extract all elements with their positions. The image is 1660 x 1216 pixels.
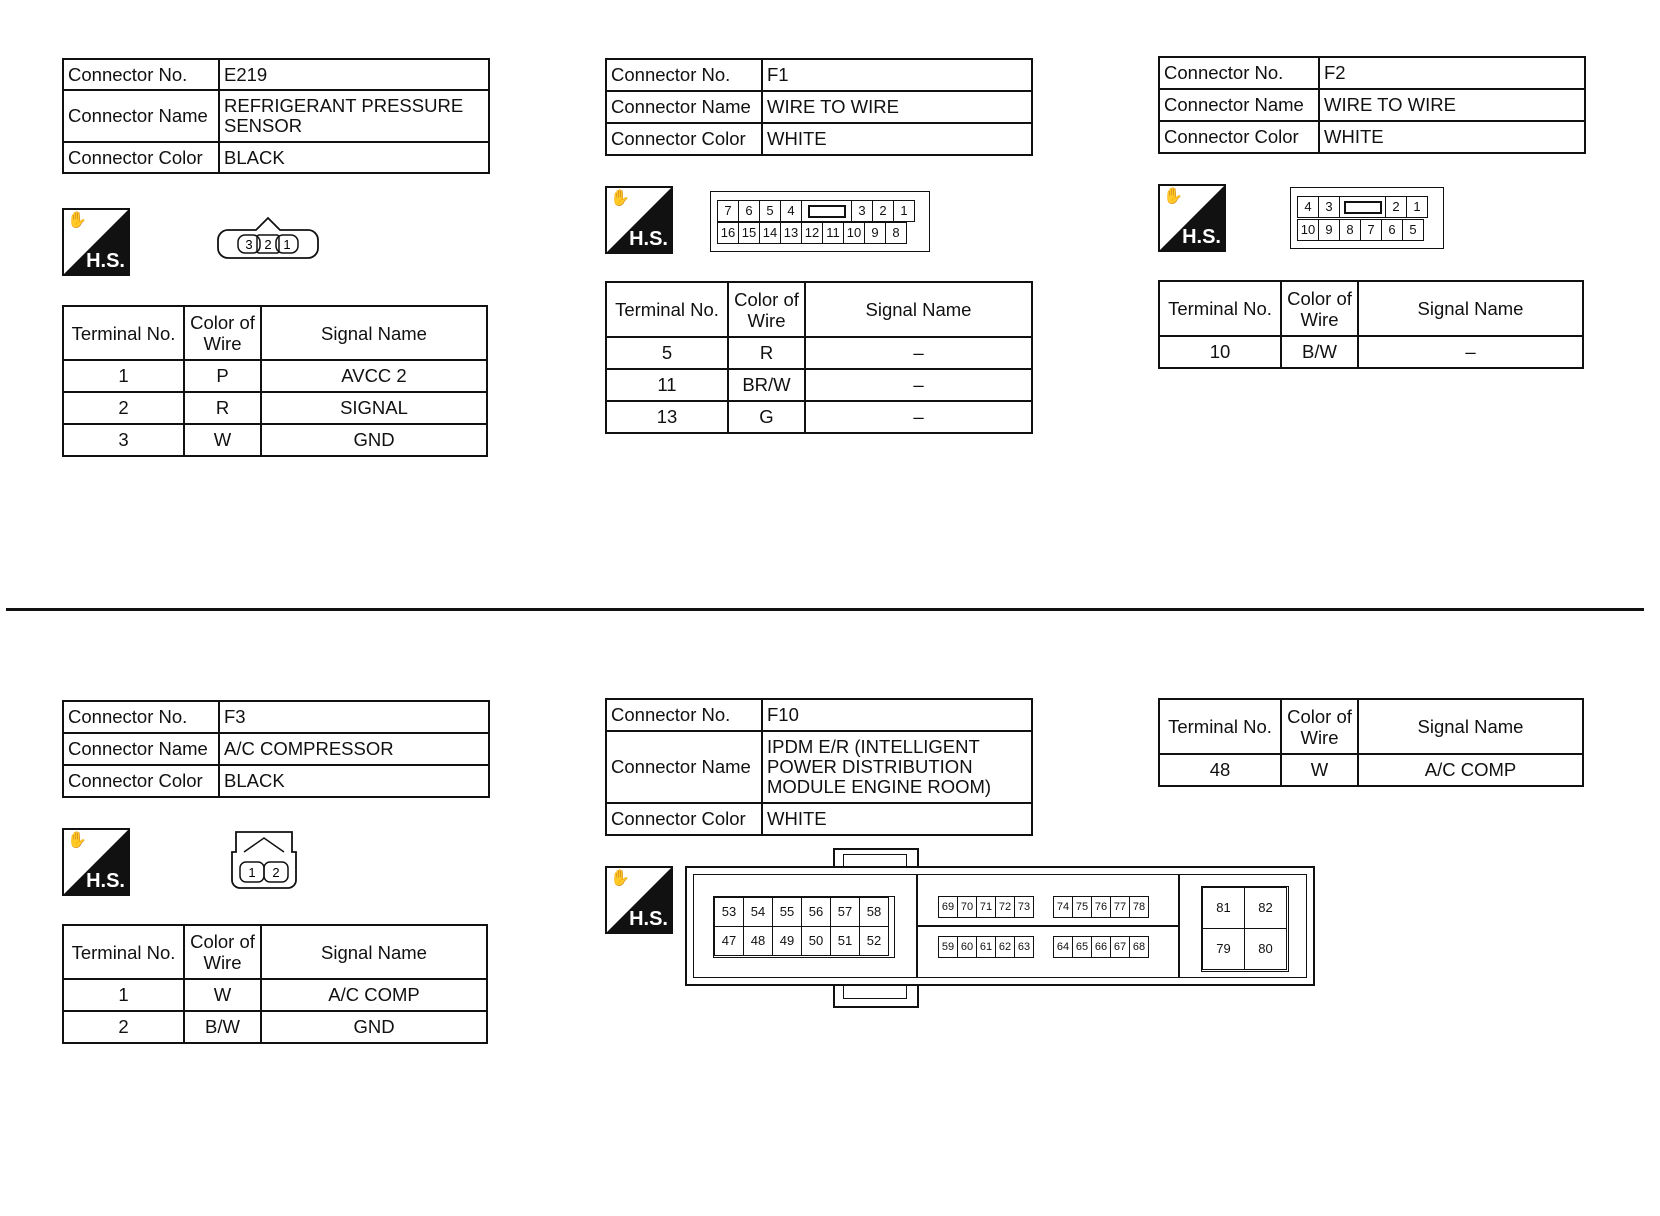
e219-pin: 2 — [264, 237, 272, 252]
connector-color-label: Connector Color — [606, 803, 762, 835]
f3-terminal-table — [62, 924, 488, 1044]
pin: 78 — [1130, 897, 1149, 918]
pin: 12 — [802, 223, 823, 244]
pin: 11 — [823, 223, 844, 244]
signal-cell: A/C COMP — [1358, 754, 1583, 786]
connector-name-value: REFRIGERANT PRESSURE SENSOR — [219, 90, 489, 142]
pin: 13 — [781, 223, 802, 244]
f10-block-3 — [1201, 886, 1289, 972]
hs-label: H.S. — [86, 870, 125, 892]
connector-color-label: Connector Color — [1159, 121, 1319, 153]
pin: 9 — [865, 223, 886, 244]
wire-color-cell: R — [184, 392, 261, 424]
lock-icon — [1344, 201, 1382, 214]
signal-cell: A/C COMP — [261, 979, 487, 1011]
latch — [1340, 197, 1386, 218]
f3-pin: 2 — [272, 865, 280, 880]
wire-color-cell: B/W — [1281, 336, 1358, 368]
signal-cell: – — [1358, 336, 1583, 368]
f10-connector-face — [685, 848, 1315, 1006]
f10-block-1-grid — [714, 897, 889, 956]
signal-cell: – — [805, 401, 1032, 433]
e219-pin: 3 — [245, 237, 253, 252]
pin: 80 — [1245, 929, 1287, 970]
connector-no-label: Connector No. — [1159, 57, 1319, 89]
pin: 73 — [1015, 897, 1034, 918]
connector-name-label: Connector Name — [606, 731, 762, 803]
wire-color-cell: G — [728, 401, 805, 433]
connector-color-label: Connector Color — [606, 123, 762, 155]
f10-block-3-grid — [1202, 887, 1287, 970]
f1-pin-top-row — [717, 200, 915, 222]
pin: 61 — [977, 937, 996, 958]
wire-color-cell: W — [184, 979, 261, 1011]
pin: 53 — [715, 898, 744, 927]
connector-color-value: BLACK — [219, 765, 489, 797]
hs-label: H.S. — [629, 908, 668, 930]
wire-color-cell: W — [1281, 754, 1358, 786]
f10-block-2a-bottom — [938, 936, 1034, 958]
f10-block-2b-bottom — [1053, 936, 1149, 958]
connector-name-value: WIRE TO WIRE — [762, 91, 1032, 123]
terminal-cell: 2 — [63, 1011, 184, 1043]
f3-pin: 1 — [248, 865, 256, 880]
pin: 7 — [1361, 220, 1382, 241]
pin: 9 — [1319, 220, 1340, 241]
harness-side-icon — [605, 866, 673, 934]
latch — [802, 201, 852, 222]
pin: 15 — [739, 223, 760, 244]
connector-no-value: F2 — [1319, 57, 1585, 89]
hs-label: H.S. — [629, 228, 668, 250]
signal-name-header: Signal Name — [1358, 281, 1583, 336]
f1-pin-bottom-row — [717, 222, 907, 244]
pin: 3 — [1319, 197, 1340, 218]
pin: 65 — [1073, 937, 1092, 958]
connector-no-label: Connector No. — [606, 59, 762, 91]
pin: 77 — [1111, 897, 1130, 918]
section-divider — [6, 608, 1644, 611]
signal-cell: SIGNAL — [261, 392, 487, 424]
e219-terminal-table — [62, 305, 488, 457]
wire-color-cell: B/W — [184, 1011, 261, 1043]
table-row — [606, 369, 1032, 401]
connector-color-label: Connector Color — [63, 142, 219, 173]
wire-color-cell: P — [184, 360, 261, 392]
e219-connector-face — [216, 210, 320, 268]
pin: 14 — [760, 223, 781, 244]
f10-block-2a-top — [938, 896, 1034, 918]
pin: 67 — [1111, 937, 1130, 958]
pin: 4 — [781, 201, 802, 222]
wire-color-cell: BR/W — [728, 369, 805, 401]
hs-label: H.S. — [86, 250, 125, 272]
signal-name-header: Signal Name — [805, 282, 1032, 337]
table-row — [63, 360, 487, 392]
pin: 7 — [718, 201, 739, 222]
table-row — [63, 1011, 487, 1043]
hand-icon: ✋ — [67, 212, 87, 229]
terminal-no-header: Terminal No. — [1159, 281, 1281, 336]
pin: 81 — [1203, 888, 1245, 929]
terminal-cell: 1 — [63, 979, 184, 1011]
f10-block-2b-top — [1053, 896, 1149, 918]
connector-name-value: WIRE TO WIRE — [1319, 89, 1585, 121]
signal-cell: – — [805, 369, 1032, 401]
connector-no-value: F1 — [762, 59, 1032, 91]
pin: 82 — [1245, 888, 1287, 929]
table-row — [606, 401, 1032, 433]
hs-label: H.S. — [1182, 226, 1221, 248]
connector-no-value: F3 — [219, 701, 489, 733]
terminal-no-header: Terminal No. — [63, 925, 184, 979]
connector-color-value: WHITE — [1319, 121, 1585, 153]
signal-cell: AVCC 2 — [261, 360, 487, 392]
pin: 5 — [1403, 220, 1424, 241]
signal-name-header: Signal Name — [261, 925, 487, 979]
pin: 59 — [939, 937, 958, 958]
f2-pin-bottom-row — [1297, 219, 1424, 241]
color-of-wire-header: Color of Wire — [184, 925, 261, 979]
pin: 3 — [852, 201, 873, 222]
pin: 2 — [1386, 197, 1407, 218]
color-of-wire-header: Color of Wire — [184, 306, 261, 360]
pin: 51 — [831, 927, 860, 956]
e219-info-table — [62, 58, 490, 174]
signal-name-header: Signal Name — [1358, 699, 1583, 754]
pin: 72 — [996, 897, 1015, 918]
pin: 48 — [744, 927, 773, 956]
pin: 60 — [958, 937, 977, 958]
f2-terminal-table — [1158, 280, 1584, 369]
pin: 74 — [1054, 897, 1073, 918]
signal-cell: GND — [261, 1011, 487, 1043]
harness-side-icon — [1158, 184, 1226, 252]
pin: 79 — [1203, 929, 1245, 970]
pin: 68 — [1130, 937, 1149, 958]
connector-name-label: Connector Name — [63, 90, 219, 142]
signal-name-header: Signal Name — [261, 306, 487, 360]
connector-no-label: Connector No. — [63, 701, 219, 733]
hand-icon: ✋ — [67, 832, 87, 849]
f10-block-1 — [713, 896, 895, 958]
table-row — [63, 392, 487, 424]
pin: 54 — [744, 898, 773, 927]
pin: 58 — [860, 898, 889, 927]
connector-no-value: E219 — [219, 59, 489, 90]
terminal-cell: 11 — [606, 369, 728, 401]
connector-no-label: Connector No. — [606, 699, 762, 731]
f10-terminal-table — [1158, 698, 1584, 787]
connector-color-value: WHITE — [762, 123, 1032, 155]
terminal-cell: 3 — [63, 424, 184, 456]
terminal-no-header: Terminal No. — [1159, 699, 1281, 754]
connector-color-value: WHITE — [762, 803, 1032, 835]
pin: 76 — [1092, 897, 1111, 918]
f3-connector-face — [228, 826, 300, 894]
table-row — [1159, 336, 1583, 368]
wire-color-cell: W — [184, 424, 261, 456]
pin: 5 — [760, 201, 781, 222]
pin: 75 — [1073, 897, 1092, 918]
pin: 50 — [802, 927, 831, 956]
f2-pin-top-row — [1297, 196, 1428, 218]
hand-icon: ✋ — [610, 190, 630, 207]
pin: 63 — [1015, 937, 1034, 958]
pin: 8 — [1340, 220, 1361, 241]
table-row — [606, 337, 1032, 369]
color-of-wire-header: Color of Wire — [728, 282, 805, 337]
terminal-cell: 10 — [1159, 336, 1281, 368]
terminal-cell: 1 — [63, 360, 184, 392]
connector-name-label: Connector Name — [1159, 89, 1319, 121]
f1-info-table — [605, 58, 1033, 156]
f2-info-table — [1158, 56, 1586, 154]
pin: 64 — [1054, 937, 1073, 958]
pin: 57 — [831, 898, 860, 927]
pin: 6 — [739, 201, 760, 222]
signal-cell: GND — [261, 424, 487, 456]
terminal-cell: 2 — [63, 392, 184, 424]
table-row — [1159, 754, 1583, 786]
f10-block-2-rule — [917, 925, 1179, 927]
f10-bottom-latch-inner — [843, 984, 907, 999]
connector-name-label: Connector Name — [63, 733, 219, 765]
pin: 55 — [773, 898, 802, 927]
pin: 47 — [715, 927, 744, 956]
e219-pin: 1 — [283, 237, 291, 252]
pin: 56 — [802, 898, 831, 927]
connector-color-label: Connector Color — [63, 765, 219, 797]
hand-icon: ✋ — [1163, 188, 1183, 205]
pin: 66 — [1092, 937, 1111, 958]
pin: 8 — [886, 223, 907, 244]
connector-color-value: BLACK — [219, 142, 489, 173]
pin: 52 — [860, 927, 889, 956]
color-of-wire-header: Color of Wire — [1281, 699, 1358, 754]
color-of-wire-header: Color of Wire — [1281, 281, 1358, 336]
pin: 49 — [773, 927, 802, 956]
pin: 2 — [873, 201, 894, 222]
terminal-cell: 5 — [606, 337, 728, 369]
pin: 16 — [718, 223, 739, 244]
table-row — [63, 979, 487, 1011]
f1-terminal-table — [605, 281, 1033, 434]
pin: 69 — [939, 897, 958, 918]
wire-color-cell: R — [728, 337, 805, 369]
harness-side-icon — [605, 186, 673, 254]
connector-no-label: Connector No. — [63, 59, 219, 90]
terminal-no-header: Terminal No. — [63, 306, 184, 360]
terminal-cell: 13 — [606, 401, 728, 433]
pin: 10 — [844, 223, 865, 244]
pin: 70 — [958, 897, 977, 918]
terminal-no-header: Terminal No. — [606, 282, 728, 337]
connector-name-label: Connector Name — [606, 91, 762, 123]
lock-icon — [808, 205, 846, 218]
pin: 71 — [977, 897, 996, 918]
f10-info-table — [605, 698, 1033, 836]
pin: 62 — [996, 937, 1015, 958]
f2-connector-face — [1290, 187, 1444, 249]
harness-side-icon — [62, 208, 130, 276]
hand-icon: ✋ — [610, 870, 630, 887]
connector-no-value: F10 — [762, 699, 1032, 731]
signal-cell: – — [805, 337, 1032, 369]
connector-name-value: IPDM E/R (INTELLIGENT POWER DISTRIBUTION MODULE ENGINE ROOM) — [762, 731, 1032, 803]
pin: 6 — [1382, 220, 1403, 241]
harness-side-icon — [62, 828, 130, 896]
connector-name-value: A/C COMPRESSOR — [219, 733, 489, 765]
pin: 1 — [894, 201, 915, 222]
pin: 1 — [1407, 197, 1428, 218]
pin: 4 — [1298, 197, 1319, 218]
f1-connector-face — [710, 191, 930, 252]
terminal-cell: 48 — [1159, 754, 1281, 786]
pin: 10 — [1298, 220, 1319, 241]
f3-info-table — [62, 700, 490, 798]
table-row — [63, 424, 487, 456]
